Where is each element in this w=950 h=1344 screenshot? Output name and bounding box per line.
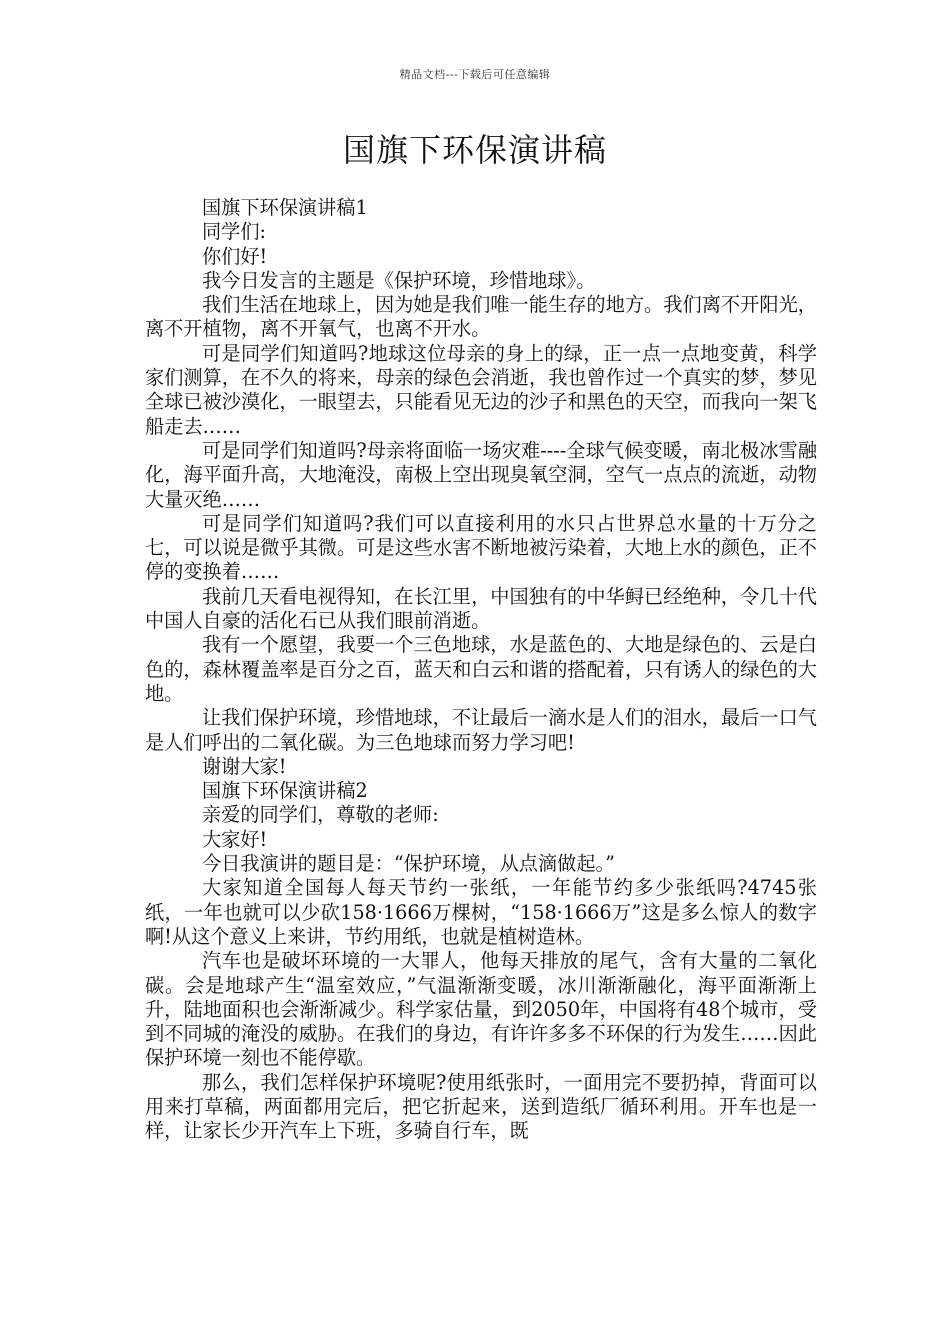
paragraph: 汽车也是破坏环境的一大罪人，他每天排放的尾气，含有大量的二氧化碳。会是地球产生“温室效应，”气温渐渐变暖，冰川渐渐融化，海平面渐渐上升，陆地面积也会渐渐减少。科学家估量，到2050年，中国将有48个城市，受到不同城的淹没的威胁。在我们的身边，有许许多多不环保的行为发生……因此保护环境一刻也不能停歇。 <box>145 949 817 1070</box>
paragraph: 大家知道全国每人每天节约一张纸，一年能节约多少张纸吗?4745张纸，一年也就可以少砍158·1666万棵树，“158·1666万”这是多么惊人的数字啊!从这个意义上来讲，节约用纸，也就是植树造林。 <box>145 876 817 948</box>
paragraph: 谢谢大家! <box>202 754 287 778</box>
paragraph: 可是同学们知道吗?母亲将面临一场灾难----全球气候变暖，南北极冰雪融化，海平面升高，大地淹没，南极上空出现臭氧空洞，空气一点点的流逝，动物大量灭绝…… <box>145 438 817 511</box>
paragraph: 我们生活在地球上，因为她是我们唯一能生存的地方。我们离不开阳光，离不开植物，离不开氧气，也离不开水。 <box>145 293 817 341</box>
header-note: 精品文档---下载后可任意编辑 <box>399 68 551 81</box>
paragraph: 让我们保护环境，珍惜地球，不让最后一滴水是人们的泪水，最后一口气是人们呼出的二氧化碳。为三色地球而努力学习吧! <box>145 706 817 754</box>
paragraph: 可是同学们知道吗?地球这位母亲的身上的绿，正一点一点地变黄，科学家们测算，在不久的将来，母亲的绿色会消逝，我也曾作过一个真实的梦，梦见全球已被沙漠化，一眼望去，只能看见无边的沙子和黑色的天空，而我向一架飞船走去…… <box>145 341 817 438</box>
paragraph: 我有一个愿望，我要一个三色地球，水是蓝色的、大地是绿色的、云是白色的，森林覆盖率是百分之百，蓝天和白云和谐的搭配着，只有诱人的绿色的大地。 <box>145 633 817 705</box>
paragraph: 那么，我们怎样保护环境呢?使用纸张时，一面用完不要扔掉，背面可以用来打草稿，两面都用完后，把它折起来，送到造纸厂循环利用。开车也是一样，让家长少开汽车上下班，多骑自行车，既 <box>145 1070 817 1143</box>
document-body <box>145 196 817 1144</box>
paragraph: 今日我演讲的题目是：“保护环境，从点滴做起。” <box>202 852 615 876</box>
paragraph: 国旗下环保演讲稿1 <box>202 196 368 219</box>
paragraph: 国旗下环保演讲稿2 <box>202 779 368 803</box>
paragraph: 亲爱的同学们，尊敬的老师: <box>202 803 439 827</box>
paragraph: 你们好! <box>202 244 268 268</box>
paragraph: 同学们: <box>202 220 267 244</box>
paragraph: 我今日发言的主题是《保护环境，珍惜地球》。 <box>202 268 596 292</box>
document-title: 国旗下环保演讲稿 <box>342 131 607 169</box>
paragraph: 大家好! <box>202 827 268 851</box>
paragraph: 可是同学们知道吗?我们可以直接利用的水只占世界总水量的十万分之七，可以说是微乎其微。可是这些水害不断地被污染着，大地上水的颜色，正不停的变换着…… <box>145 511 817 584</box>
paragraph: 我前几天看电视得知，在长江里，中国独有的中华鲟已经绝种，令几十代中国人自豪的活化石已从我们眼前消逝。 <box>145 584 817 633</box>
